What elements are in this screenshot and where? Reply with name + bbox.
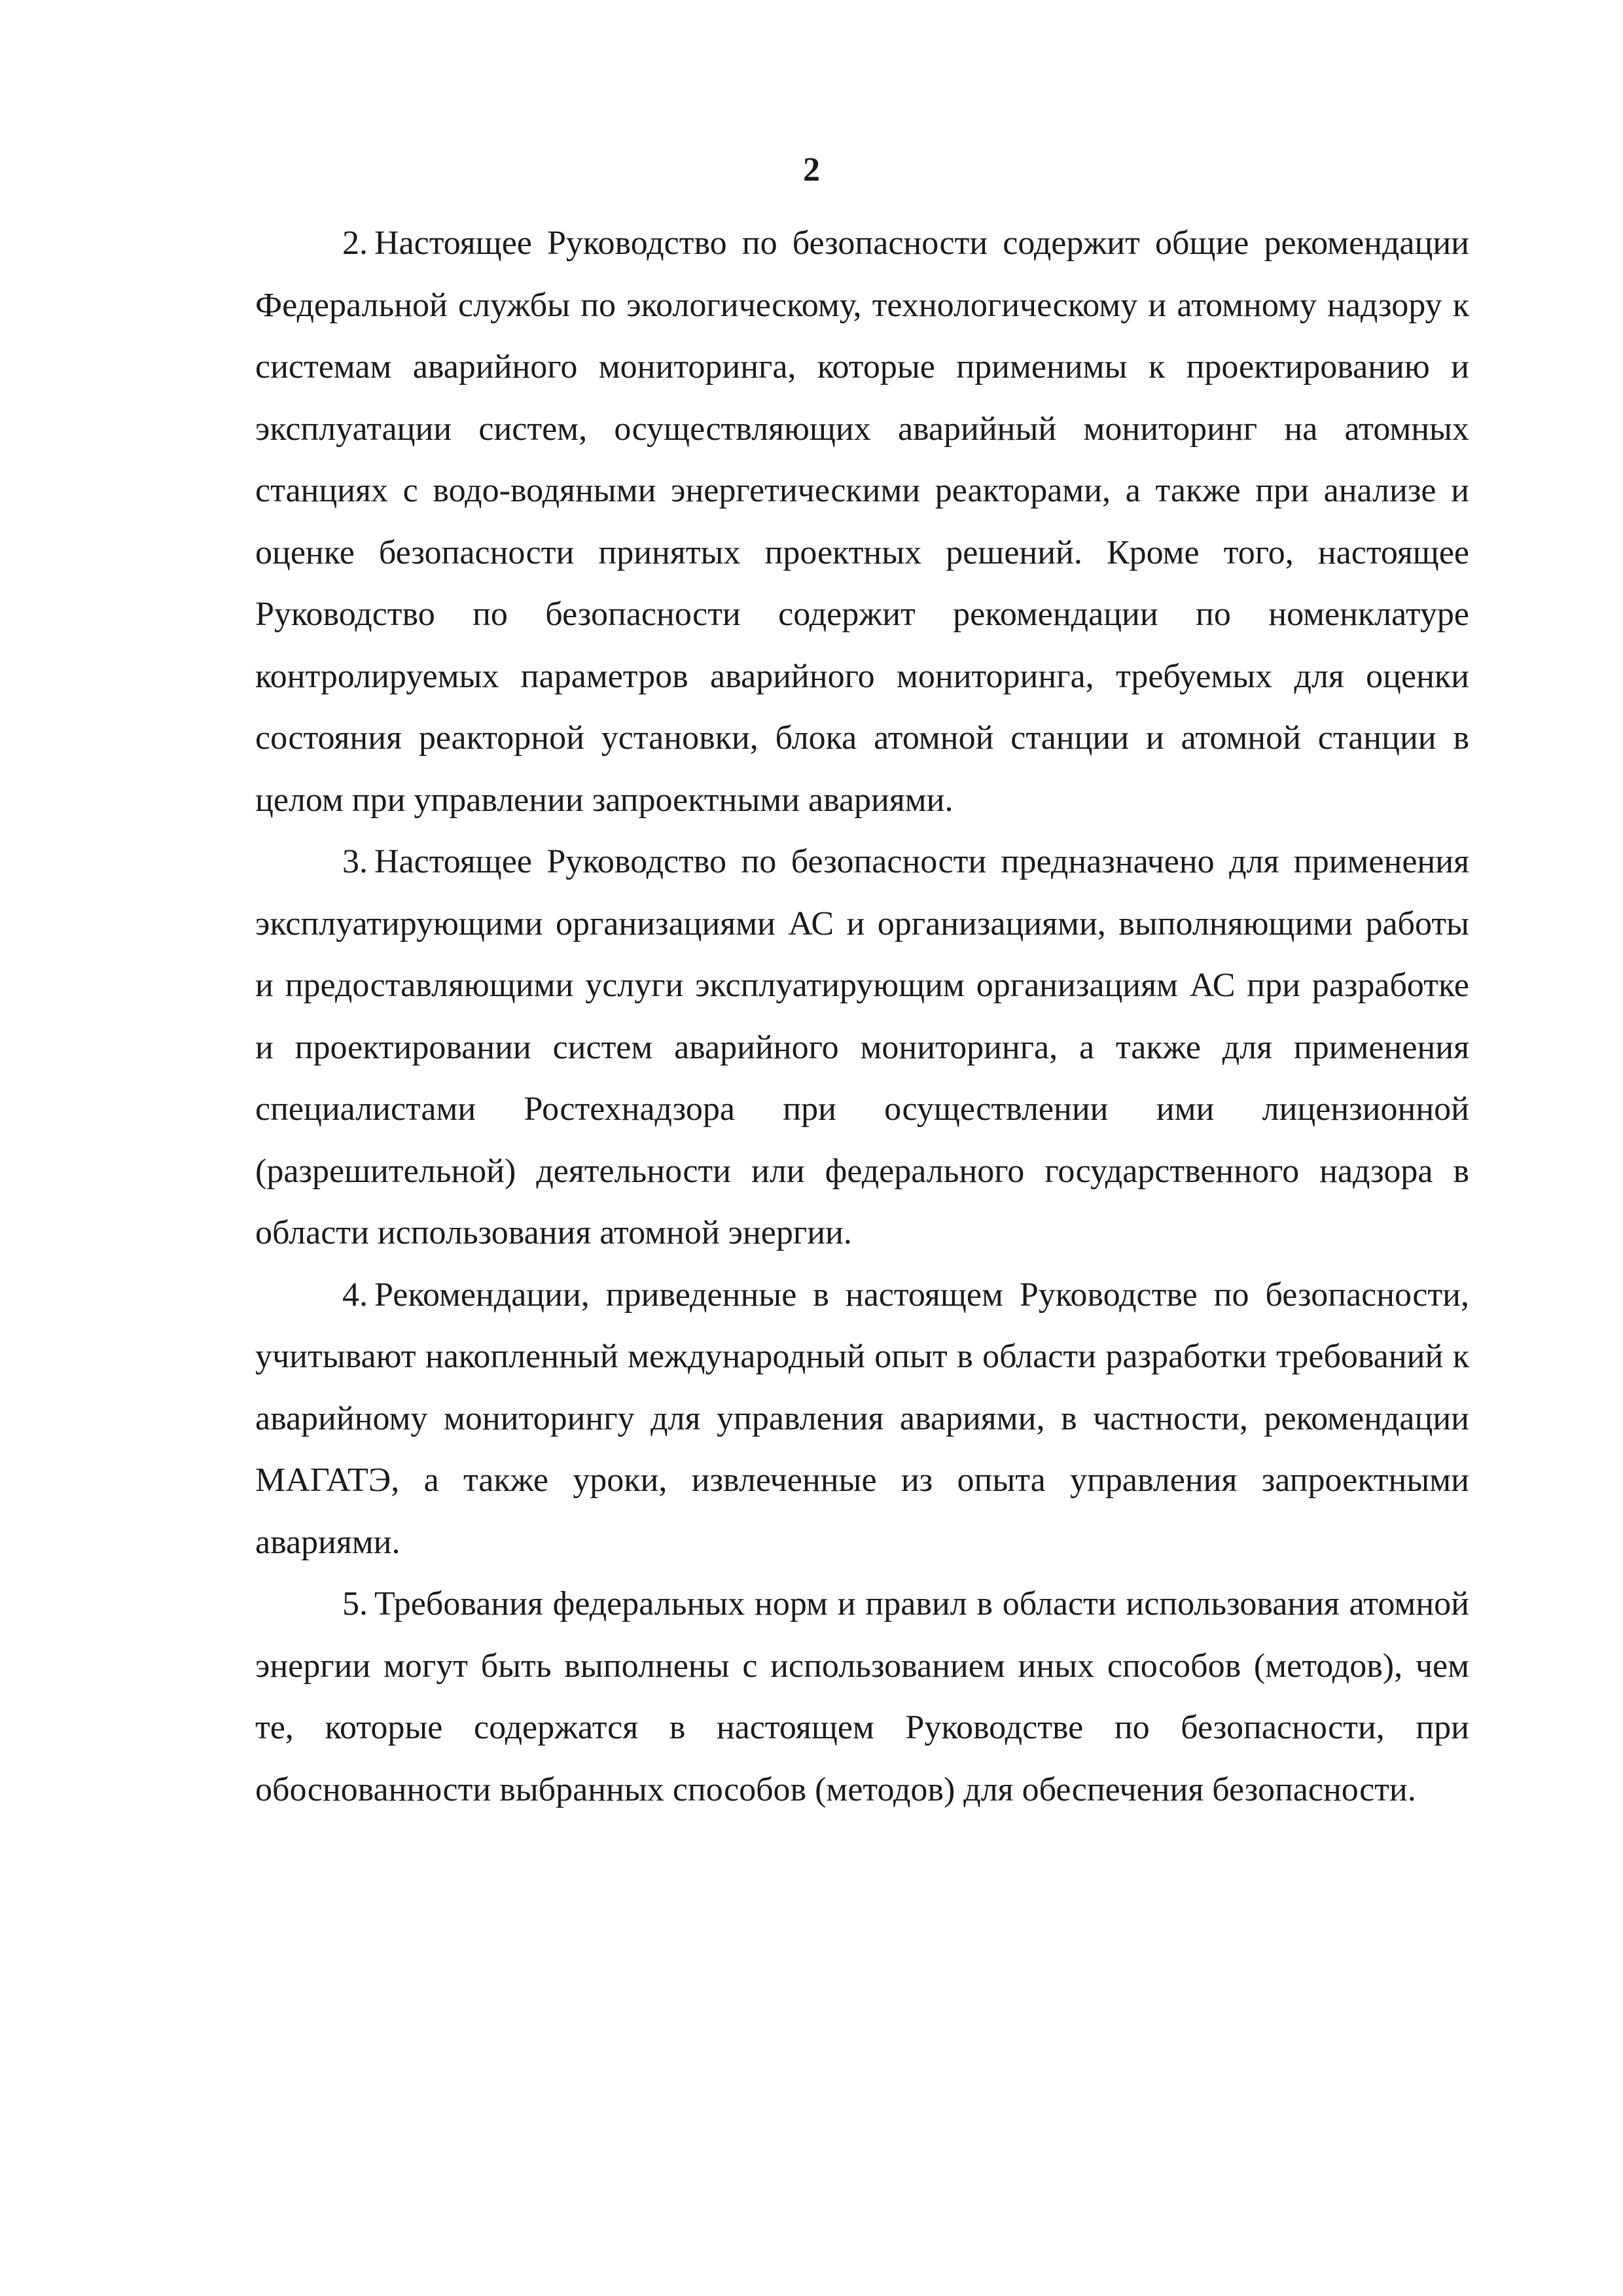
paragraph-4 [255, 1265, 1469, 1574]
paragraph-3 [255, 831, 1469, 1265]
page-number: 2 [803, 151, 820, 188]
paragraph-number: 4. [342, 1276, 368, 1314]
paragraph-5 [255, 1573, 1469, 1821]
document-body [255, 213, 1469, 1821]
paragraph-text: Требования федеральных норм и правил в области использования атомной энергии могут быть выполнены с использованием иных способов (методов), чем те, которые содержатся в настоящем Руководстве по безопасности, при обоснованности выбранных способов (методов) для обеспечения безопасности. [255, 1585, 1469, 1808]
paragraph-text: Рекомендации, приведенные в настоящем Руководстве по безопасности, учитывают накопленный международный опыт в области разработки требований к аварийному мониторингу для управления авариями, в частности, рекомендации МАГАТЭ, а также уроки, извлеченные из опыта управления запроектными авариями. [255, 1276, 1469, 1561]
paragraph-2 [255, 213, 1469, 831]
paragraph-number: 3. [342, 843, 368, 880]
paragraph-text: Настоящее Руководство по безопасности предназначено для применения эксплуатирующими организациями АС и организациями, выполняющими работы и предоставляющими услуги эксплуатирующим организациям АС при разработке и проектировании систем аварийного мониторинга, а также для применения специалистами Ростехнадзора при осуществлении ими лицензионной (разрешительной) деятельности или федерального государственного надзора в области использования атомной энергии. [255, 843, 1469, 1251]
paragraph-text: Настоящее Руководство по безопасности содержит общие рекомендации Федеральной службы по экологическому, технологическому и атомному надзору к системам аварийного мониторинга, которые применимы к проектированию и эксплуатации систем, осуществляющих аварийный мониторинг на атомных станциях с водо-водяными энергетическими реакторами, а также при анализе и оценке безопасности принятых проектных решений. Кроме того, настоящее Руководство по безопасности содержит рекомендации по номенклатуре контролируемых параметров аварийного мониторинга, требуемых для оценки состояния реакторной установки, блока атомной станции и атомной станции в целом при управлении запроектными авариями. [255, 224, 1469, 819]
paragraph-number: 5. [342, 1585, 368, 1623]
paragraph-number: 2. [342, 224, 368, 262]
